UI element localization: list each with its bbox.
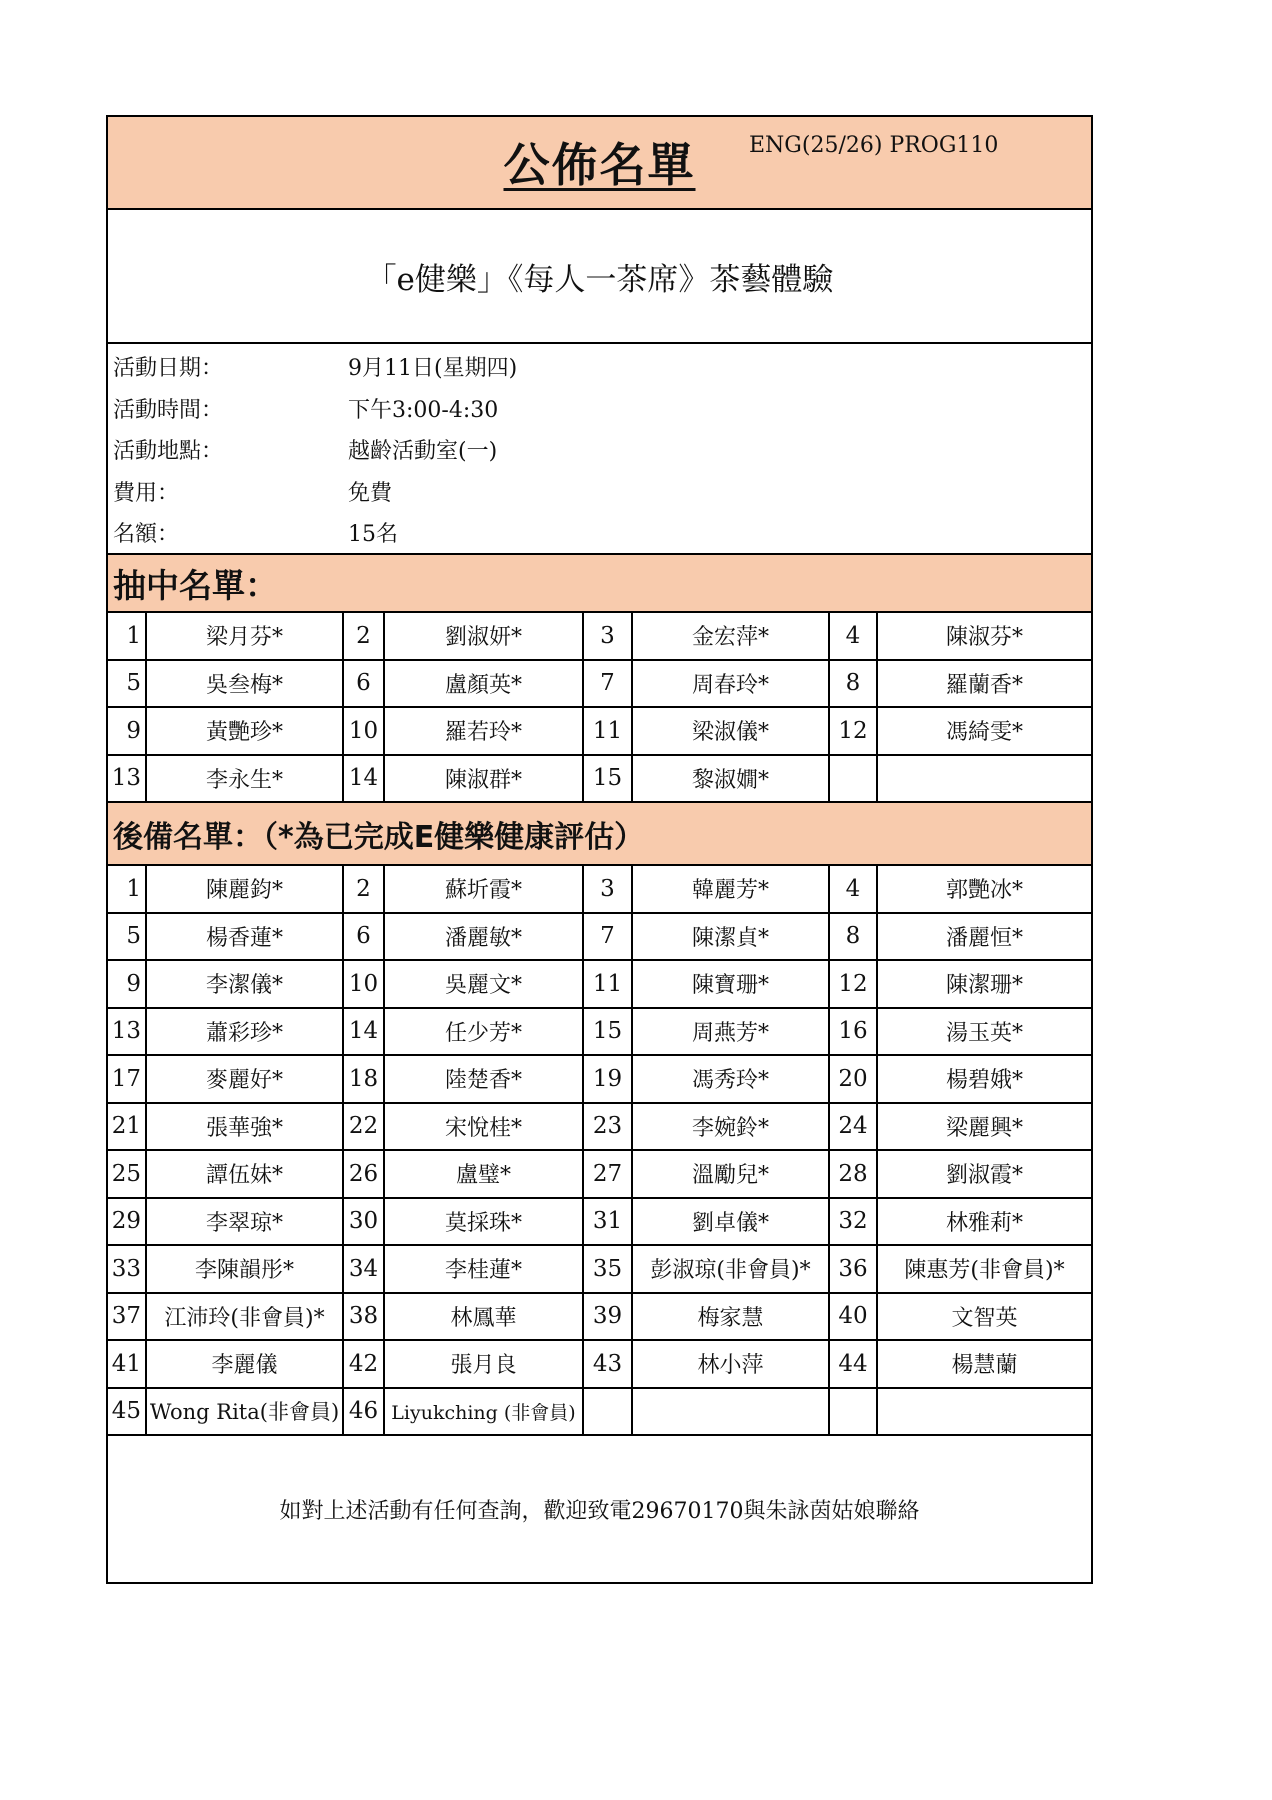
waitlist-entry-number: 14: [344, 1009, 385, 1057]
waitlist-entry-name: 李麗儀: [147, 1341, 344, 1389]
selected-entry-name: 周春玲*: [633, 661, 830, 709]
waitlist-entry-number: 24: [830, 1104, 878, 1152]
waitlist-entry-number: 29: [108, 1199, 147, 1247]
selected-entry-number: 9: [108, 708, 147, 756]
selected-entry-number: 14: [344, 756, 385, 804]
waitlist-entry-name: Liyukching (非會員): [385, 1389, 584, 1437]
waitlist-entry-name: 潘麗敏*: [385, 914, 584, 962]
waitlist-entry-number: 27: [584, 1151, 633, 1199]
waitlist-entry-number: 15: [584, 1009, 633, 1057]
waitlist-entry-name: 林雅莉*: [878, 1199, 1091, 1247]
info-value: 9月11日(星期四): [348, 356, 518, 382]
waitlist-entry-number: 46: [344, 1389, 385, 1437]
empty-cell: [830, 756, 878, 804]
selected-entry-name: 羅若玲*: [385, 708, 584, 756]
info-label: 名額：: [113, 522, 180, 548]
selected-entry-number: 5: [108, 661, 147, 709]
waitlist-entry-name: 韓麗芳*: [633, 866, 830, 914]
waitlist-entry-name: 張月良: [385, 1341, 584, 1389]
selected-entry-number: 15: [584, 756, 633, 804]
waitlist-heading: 後備名單：（*為已完成E健樂健康評估）: [108, 803, 1091, 866]
selected-entry-number: 3: [584, 613, 633, 661]
waitlist-entry-name: 楊香蓮*: [147, 914, 344, 962]
waitlist-entry-name: 陳麗鈞*: [147, 866, 344, 914]
selected-entry-number: 11: [584, 708, 633, 756]
waitlist-entry-name: 蕭彩珍*: [147, 1009, 344, 1057]
waitlist-entry-name: 溫勵兒*: [633, 1151, 830, 1199]
selected-entry-name: 李永生*: [147, 756, 344, 804]
waitlist-entry-number: 8: [830, 914, 878, 962]
waitlist-entry-number: 18: [344, 1056, 385, 1104]
selected-entry-name: 金宏萍*: [633, 613, 830, 661]
waitlist-entry-number: 28: [830, 1151, 878, 1199]
waitlist-entry-name: 彭淑琼(非會員)*: [633, 1246, 830, 1294]
notice-title: 公佈名單: [503, 138, 696, 192]
waitlist-entry-number: 45: [108, 1389, 147, 1437]
selected-entry-number: 13: [108, 756, 147, 804]
waitlist-entry-name: Wong Rita(非會員): [147, 1389, 344, 1437]
selected-entry-name: 盧顏英*: [385, 661, 584, 709]
waitlist-entry-name: 張華強*: [147, 1104, 344, 1152]
waitlist-entry-name: 江沛玲(非會員)*: [147, 1294, 344, 1342]
waitlist-entry-number: 42: [344, 1341, 385, 1389]
waitlist-entry-name: 李陳韻彤*: [147, 1246, 344, 1294]
waitlist-entry-number: 16: [830, 1009, 878, 1057]
selected-entry-number: 12: [830, 708, 878, 756]
waitlist-entry-name: 李桂蓮*: [385, 1246, 584, 1294]
waitlist-entry-name: 宋悅桂*: [385, 1104, 584, 1152]
waitlist-entry-number: 7: [584, 914, 633, 962]
waitlist-entry-number: 19: [584, 1056, 633, 1104]
selected-entry-number: 1: [108, 613, 147, 661]
selected-entry-number: 2: [344, 613, 385, 661]
waitlist-entry-number: 34: [344, 1246, 385, 1294]
waitlist-entry-number: 33: [108, 1246, 147, 1294]
contact-note: 如對上述活動有任何查詢，歡迎致電29670170與朱詠茵姑娘聯絡: [279, 1498, 920, 1524]
event-title-section: [108, 210, 1091, 344]
selected-entry-name: 梁淑儀*: [633, 708, 830, 756]
selected-entry-name: 梁月芬*: [147, 613, 344, 661]
waitlist-entry-name: 梁麗興*: [878, 1104, 1091, 1152]
waitlist-entry-name: 楊碧娥*: [878, 1056, 1091, 1104]
contact-footer: [108, 1436, 1091, 1582]
waitlist-entry-number: 25: [108, 1151, 147, 1199]
selected-entry-number: 4: [830, 613, 878, 661]
waitlist-entry-number: 37: [108, 1294, 147, 1342]
selected-entry-name: 羅蘭香*: [878, 661, 1091, 709]
empty-cell: [633, 1389, 830, 1437]
selected-list-heading: 抽中名單：: [108, 555, 1091, 613]
info-label: 活動時間：: [113, 397, 224, 423]
waitlist-entry-number: 39: [584, 1294, 633, 1342]
info-row-date: [108, 346, 1091, 388]
waitlist-entry-name: 麥麗好*: [147, 1056, 344, 1104]
selected-entry-name: 陳淑芬*: [878, 613, 1091, 661]
selected-entry-name: 陳淑群*: [385, 756, 584, 804]
waitlist-entry-name: 陳惠芳(非會員)*: [878, 1246, 1091, 1294]
waitlist-entry-number: 6: [344, 914, 385, 962]
info-row-quota: [108, 512, 1091, 554]
waitlist-entry-number: 12: [830, 961, 878, 1009]
waitlist-entry-number: 35: [584, 1246, 633, 1294]
waitlist-entry-number: 17: [108, 1056, 147, 1104]
waitlist-entry-name: 潘麗恒*: [878, 914, 1091, 962]
waitlist-entry-name: 莫採珠*: [385, 1199, 584, 1247]
waitlist-entry-name: 郭艷冰*: [878, 866, 1091, 914]
waitlist-entry-number: 23: [584, 1104, 633, 1152]
selected-entry-number: 10: [344, 708, 385, 756]
waitlist-entry-number: 30: [344, 1199, 385, 1247]
event-info: [108, 344, 1091, 555]
waitlist-entry-number: 3: [584, 866, 633, 914]
selected-entry-name: 馮綺雯*: [878, 708, 1091, 756]
waitlist-entry-name: 李婉鈴*: [633, 1104, 830, 1152]
waitlist-entry-name: 劉淑霞*: [878, 1151, 1091, 1199]
waitlist-entry-number: 11: [584, 961, 633, 1009]
selected-entry-number: 7: [584, 661, 633, 709]
waitlist-entry-name: 文智英: [878, 1294, 1091, 1342]
waitlist-entry-number: 44: [830, 1341, 878, 1389]
selected-entry-name: 劉淑妍*: [385, 613, 584, 661]
info-value: 下午3:00-4:30: [348, 397, 499, 423]
waitlist-entry-number: 38: [344, 1294, 385, 1342]
info-label: 活動日期：: [113, 356, 224, 382]
info-label: 活動地點：: [113, 439, 224, 465]
empty-cell: [830, 1389, 878, 1437]
selected-entry-number: 6: [344, 661, 385, 709]
selected-entry-name: 黃艷珍*: [147, 708, 344, 756]
waitlist-entry-name: 陳潔珊*: [878, 961, 1091, 1009]
waitlist-entry-number: 20: [830, 1056, 878, 1104]
empty-cell: [878, 756, 1091, 804]
waitlist-entry-name: 李翠琼*: [147, 1199, 344, 1247]
program-code: ENG(25/26) PROG110: [749, 133, 999, 158]
waitlist-table: [108, 866, 1091, 1436]
waitlist-entry-name: 周燕芳*: [633, 1009, 830, 1057]
waitlist-entry-number: 5: [108, 914, 147, 962]
waitlist-entry-number: 41: [108, 1341, 147, 1389]
waitlist-entry-number: 26: [344, 1151, 385, 1199]
waitlist-entry-number: 36: [830, 1246, 878, 1294]
empty-cell: [584, 1389, 633, 1437]
waitlist-entry-name: 蘇圻霞*: [385, 866, 584, 914]
waitlist-entry-name: 湯玉英*: [878, 1009, 1091, 1057]
waitlist-entry-name: 陸楚香*: [385, 1056, 584, 1104]
waitlist-entry-number: 32: [830, 1199, 878, 1247]
waitlist-entry-number: 10: [344, 961, 385, 1009]
waitlist-entry-name: 馮秀玲*: [633, 1056, 830, 1104]
notice-header: [108, 117, 1091, 210]
waitlist-entry-number: 21: [108, 1104, 147, 1152]
waitlist-entry-number: 31: [584, 1199, 633, 1247]
empty-cell: [878, 1389, 1091, 1437]
event-title: 「e健樂」《每人一茶席》茶藝體驗: [365, 261, 834, 298]
waitlist-entry-name: 李潔儀*: [147, 961, 344, 1009]
waitlist-entry-number: 40: [830, 1294, 878, 1342]
waitlist-entry-name: 楊慧蘭: [878, 1341, 1091, 1389]
info-value: 越齡活動室(一): [348, 439, 498, 465]
waitlist-entry-name: 劉卓儀*: [633, 1199, 830, 1247]
waitlist-entry-name: 譚伍妹*: [147, 1151, 344, 1199]
selected-entry-name: 黎淑嫺*: [633, 756, 830, 804]
waitlist-entry-number: 2: [344, 866, 385, 914]
waitlist-entry-name: 任少芳*: [385, 1009, 584, 1057]
waitlist-entry-number: 9: [108, 961, 147, 1009]
info-value: 15名: [348, 522, 398, 548]
info-label: 費用：: [113, 480, 180, 506]
waitlist-entry-name: 盧璧*: [385, 1151, 584, 1199]
waitlist-entry-name: 吳麗文*: [385, 961, 584, 1009]
waitlist-entry-name: 林鳳華: [385, 1294, 584, 1342]
info-row-fee: [108, 471, 1091, 513]
info-row-time: [108, 388, 1091, 430]
selected-list-table: [108, 613, 1091, 803]
waitlist-entry-number: 1: [108, 866, 147, 914]
info-row-venue: [108, 429, 1091, 471]
waitlist-entry-number: 22: [344, 1104, 385, 1152]
selected-entry-number: 8: [830, 661, 878, 709]
waitlist-entry-name: 梅家慧: [633, 1294, 830, 1342]
info-value: 免費: [348, 480, 393, 506]
notice-sheet: [106, 115, 1093, 1584]
waitlist-entry-number: 13: [108, 1009, 147, 1057]
waitlist-entry-name: 陳潔貞*: [633, 914, 830, 962]
waitlist-entry-number: 4: [830, 866, 878, 914]
waitlist-entry-number: 43: [584, 1341, 633, 1389]
waitlist-entry-name: 陳寶珊*: [633, 961, 830, 1009]
selected-entry-name: 吳叁梅*: [147, 661, 344, 709]
waitlist-entry-name: 林小萍: [633, 1341, 830, 1389]
